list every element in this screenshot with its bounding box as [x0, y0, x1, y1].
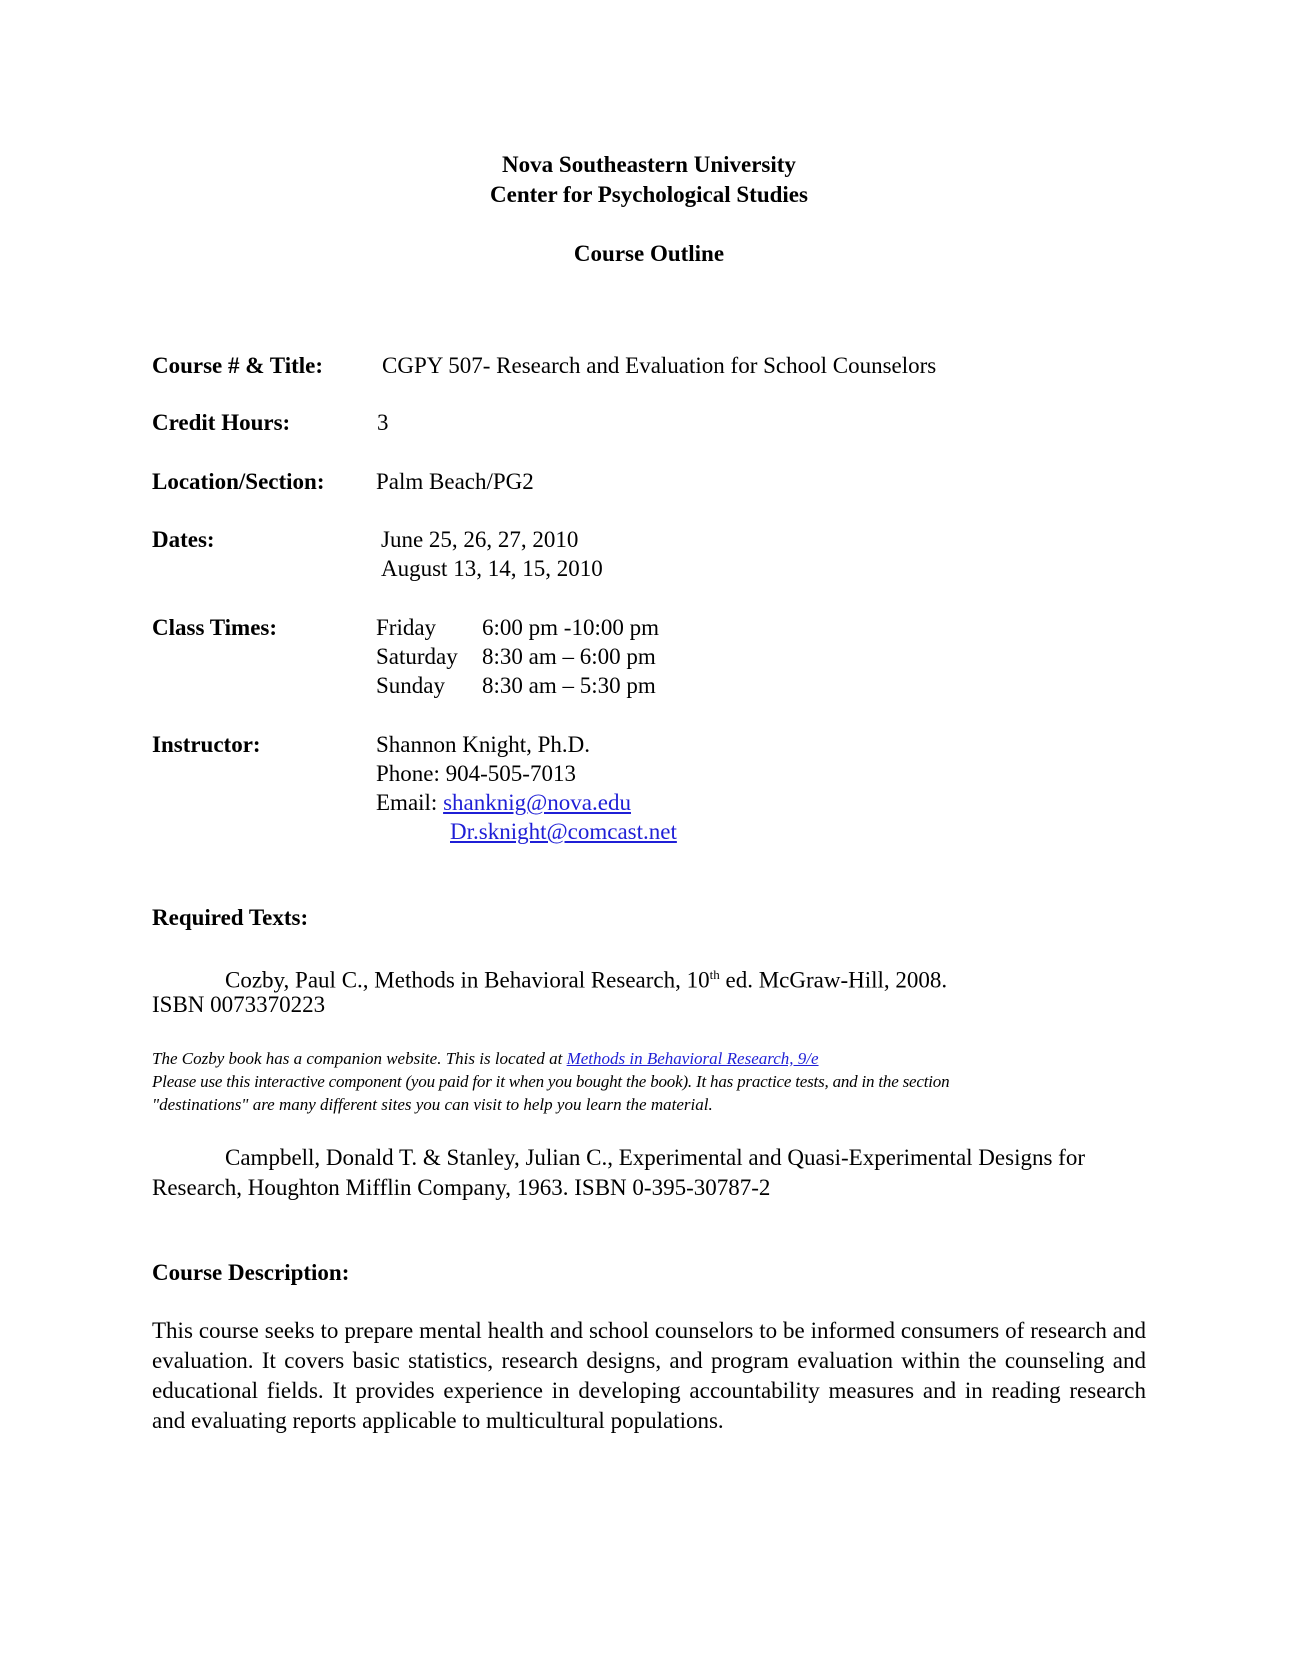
time-range: 6:00 pm -10:00 pm	[482, 615, 659, 640]
location-value: Palm Beach/PG2	[376, 469, 534, 494]
dates-label: Dates:	[152, 527, 215, 552]
time-day: Sunday	[376, 673, 445, 698]
companion-website-note	[152, 1047, 1148, 1116]
course-title-value: CGPY 507- Research and Evaluation for School Counselors	[382, 353, 937, 378]
instructor-phone: Phone: 904-505-7013	[376, 761, 576, 786]
time-row	[376, 644, 656, 670]
book-1-text-end: ed. McGraw-Hill, 2008.	[719, 967, 948, 993]
time-row	[376, 615, 659, 641]
email-link-comcast[interactable]: Dr.sknight@comcast.net	[450, 819, 677, 844]
note-line-3: "destinations" are many different sites you can visit to help you learn the material.	[152, 1095, 713, 1114]
book-1-text: Cozby, Paul C., Methods in Behavioral Research, 10	[225, 967, 710, 993]
class-times-label: Class Times:	[152, 615, 278, 640]
email-link-nova[interactable]: shanknig@nova.edu	[443, 790, 631, 815]
location-label: Location/Section:	[152, 469, 325, 494]
course-description-heading: Course Description:	[152, 1260, 350, 1285]
book-1-edition-suffix: th	[709, 967, 720, 982]
university-name: Nova Southeastern University	[502, 152, 796, 177]
book-2-citation-line-1: Campbell, Donald T. & Stanley, Julian C., Experimental and Quasi-Experimental Designs for	[225, 1145, 1085, 1170]
instructor-email-row-2	[450, 819, 677, 845]
book-1-isbn: ISBN 0073370223	[152, 992, 326, 1017]
credit-hours-value: 3	[377, 410, 389, 435]
time-day: Saturday	[376, 644, 458, 669]
center-name: Center for Psychological Studies	[490, 182, 808, 207]
instructor-email-row	[376, 790, 631, 816]
date-line-1: June 25, 26, 27, 2010	[381, 527, 579, 552]
time-range: 8:30 am – 5:30 pm	[482, 673, 656, 698]
time-day: Friday	[376, 615, 437, 640]
instructor-name: Shannon Knight, Ph.D.	[376, 732, 591, 757]
instructor-label: Instructor:	[152, 732, 261, 757]
date-line-2: August 13, 14, 15, 2010	[381, 556, 603, 581]
time-range: 8:30 am – 6:00 pm	[482, 644, 656, 669]
time-row	[376, 673, 656, 699]
book-1-citation	[225, 960, 947, 996]
email-label: Email:	[376, 790, 444, 815]
note-line-1	[152, 1047, 1148, 1070]
document-title: Course Outline	[573, 241, 725, 266]
companion-website-link[interactable]: Methods in Behavioral Research, 9/e	[566, 1049, 819, 1068]
note-line-2: Please use this interactive component (you paid for it when you bought the book). It has practice tests, and in the section	[152, 1072, 950, 1091]
course-title-label: Course # & Title:	[152, 353, 323, 378]
book-2-citation-line-2: Research, Houghton Mifflin Company, 1963. ISBN 0-395-30787-2	[152, 1175, 771, 1200]
credit-hours-label: Credit Hours:	[152, 410, 291, 435]
required-texts-heading: Required Texts:	[152, 905, 309, 930]
course-description-text: This course seeks to prepare mental health and school counselors to be informed consumers of research and evaluation. It covers basic statistics, research designs, and program evaluation within the counseling and educational fields. It provides experience in developing accountability measures and in reading research and evaluating reports applicable to multicultural populations.	[152, 1318, 1146, 1433]
note-text: The Cozby book has a companion website. This is located at	[152, 1049, 567, 1068]
